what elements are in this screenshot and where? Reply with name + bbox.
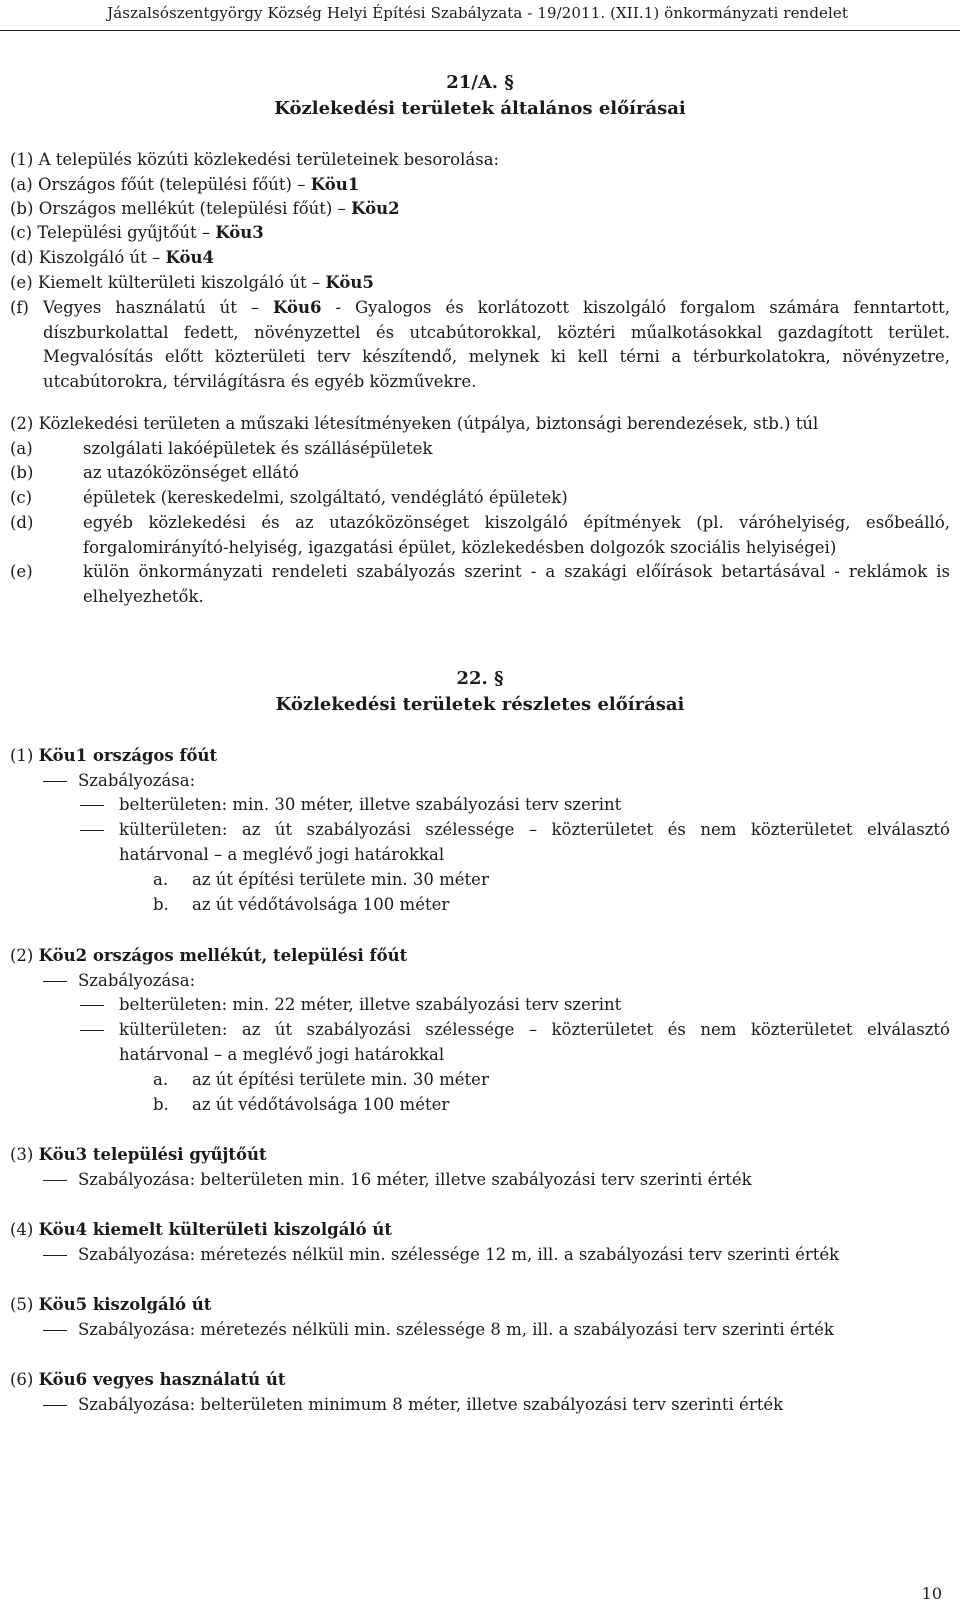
- s22-p3-text: Szabályozása: belterületen min. 16 méter, illetve szabályozási terv szerinti érték: [78, 1170, 752, 1189]
- s22-p1-heading: [10, 744, 217, 768]
- p2-text-b: az utazóközönséget ellátó: [83, 463, 299, 482]
- paragraph-title: Köu5 kiszolgáló út: [38, 1295, 212, 1314]
- dash-icon: [43, 1180, 67, 1181]
- s22-p6-heading: [10, 1368, 286, 1392]
- p2-label-e: (e): [10, 562, 33, 581]
- list-item-f-label: (f): [10, 298, 29, 317]
- list-text: Országos mellékút (települési főút) –: [38, 199, 346, 218]
- s22-p2-a-label: a.: [153, 1070, 169, 1089]
- paragraph-number: (4): [10, 1220, 34, 1239]
- dash-icon: [43, 1255, 67, 1256]
- paragraph-number: (5): [10, 1295, 34, 1314]
- dash-icon: [43, 981, 67, 982]
- list-text: Kiszolgáló út –: [38, 248, 161, 267]
- zone-code: Köu3: [215, 223, 264, 242]
- list-label: (a): [10, 175, 33, 194]
- paragraph-title: Köu4 kiemelt külterületi kiszolgáló út: [38, 1220, 393, 1239]
- paragraph-number: (6): [10, 1370, 34, 1389]
- list-item-b: [10, 197, 400, 221]
- s22-p3-heading: [10, 1143, 267, 1167]
- header-rule: [0, 30, 960, 31]
- s22-p1-a-text: az út építési területe min. 30 méter: [192, 870, 489, 889]
- paragraph-title: Köu6 vegyes használatú út: [38, 1370, 286, 1389]
- s22-p4-text: Szabályozása: méretezés nélkül min. szélessége 12 m, ill. a szabályozási terv szerinti érték: [78, 1245, 840, 1264]
- dash-icon: [80, 805, 104, 806]
- zone-code: Köu6: [273, 298, 322, 317]
- paragraph-2-intro: (2) Közlekedési területen a műszaki létesítményeken (útpálya, biztonsági berendezések, stb.) túl: [10, 414, 819, 433]
- s22-p1-kulter: külterületen: az út szabályozási szélessége – közterületet és nem közterületet elválasztó határvonal – a meglévő jogi határokkal: [119, 820, 950, 864]
- s22-p1-a-label: a.: [153, 870, 169, 889]
- section-number-21a: 21/A. §: [446, 72, 514, 93]
- page-number: 10: [921, 1584, 942, 1603]
- list-text: Kiemelt külterületi kiszolgáló út –: [37, 273, 321, 292]
- section-title-21a: Közlekedési területek általános előírásai: [274, 98, 686, 119]
- s22-p5-text: Szabályozása: méretezés nélküli min. szélessége 8 m, ill. a szabályozási terv szerinti érték: [78, 1320, 834, 1339]
- dash-icon: [43, 1330, 67, 1331]
- list-label: (b): [10, 199, 34, 218]
- p2-text-a: szolgálati lakóépületek és szállásépületek: [83, 439, 433, 458]
- zone-code: Köu1: [310, 175, 360, 194]
- section-number-22: 22. §: [456, 668, 504, 689]
- paragraph-number: (1): [10, 746, 34, 765]
- p2-text-e: külön önkormányzati rendeleti szabályozás szerint - a szakági előírások betartásával - reklámok is elhelyezhetők.: [83, 562, 950, 606]
- p2-label-a: (a): [10, 439, 33, 458]
- p2-label-b: (b): [10, 463, 34, 482]
- paragraph-1-intro: (1) A település közúti közlekedési területeinek besorolása:: [10, 150, 500, 169]
- s22-p2-b-label: b.: [153, 1095, 169, 1114]
- s22-p2-szab: Szabályozása:: [78, 971, 196, 990]
- page-header: Jászalsószentgyörgy Község Helyi Építési Szabályzata - 19/2011. (XII.1) önkormányzati rendelet: [107, 4, 848, 22]
- s22-p2-b-text: az út védőtávolsága 100 méter: [192, 1095, 450, 1114]
- zone-code: Köu4: [165, 248, 214, 267]
- s22-p1-b-text: az út védőtávolsága 100 méter: [192, 895, 450, 914]
- list-text: Országos főút (települési főút) –: [37, 175, 306, 194]
- paragraph-title: Köu3 települési gyűjtőút: [38, 1145, 267, 1164]
- s22-p1-szab: Szabályozása:: [78, 771, 196, 790]
- zone-code: Köu5: [325, 273, 374, 292]
- paragraph-number: (3): [10, 1145, 34, 1164]
- dash-icon: [43, 781, 67, 782]
- s22-p1-b-label: b.: [153, 895, 169, 914]
- paragraph-title: Köu2 országos mellékút, települési főút: [38, 946, 408, 965]
- paragraph-number: (2): [10, 946, 34, 965]
- s22-p4-heading: [10, 1218, 392, 1242]
- p2-label-d: (d): [10, 513, 34, 532]
- dash-icon: [43, 1405, 67, 1406]
- list-item-d: [10, 246, 214, 270]
- s22-p6-text: Szabályozása: belterületen minimum 8 méter, illetve szabályozási terv szerinti érték: [78, 1395, 784, 1414]
- s22-p2-a-text: az út építési területe min. 30 méter: [192, 1070, 489, 1089]
- list-item-a: [10, 173, 359, 197]
- section-title-22: Közlekedési területek részletes előírásai: [275, 694, 685, 715]
- list-label: (d): [10, 248, 34, 267]
- zone-code: Köu2: [351, 199, 400, 218]
- list-label: (e): [10, 273, 33, 292]
- s22-p5-heading: [10, 1293, 211, 1317]
- list-item-c: [10, 221, 264, 245]
- list-item-e: [10, 271, 374, 295]
- dash-icon: [80, 1005, 104, 1006]
- s22-p2-kulter: külterületen: az út szabályozási szélessége – közterületet és nem közterületet elválasztó határvonal – a meglévő jogi határokkal: [119, 1020, 950, 1064]
- paragraph-title: Köu1 országos főút: [38, 746, 218, 765]
- s22-p2-heading: [10, 944, 407, 968]
- p2-label-c: (c): [10, 488, 33, 507]
- list-text-cont: - Gyalogos és korlátozott kiszolgáló forgalom számára fenntartott, díszburkolattal fedett, növényzettel és utcabútorokkal, köztéri műalkotásokkal gazdagított terület. Megvalósítás előtt közterületi terv készítendő, melynek ki kell térni a térburkolatokra, növényzetre, utcabútorokra, térvilágításra és egyéb közművekre.: [43, 298, 951, 391]
- dash-icon: [80, 1030, 104, 1031]
- s22-p2-belter: belterületen: min. 22 méter, illetve szabályozási terv szerint: [119, 995, 622, 1014]
- dash-icon: [80, 830, 104, 831]
- p2-text-d: egyéb közlekedési és az utazóközönséget kiszolgáló építmények (pl. váróhelyiség, esőbeálló, forgalomirányító-helyiség, igazgatási épület, közlekedésben dolgozók szociális helyiségei): [83, 513, 950, 557]
- list-text: Vegyes használatú út –: [43, 298, 260, 317]
- p2-text-c: épületek (kereskedelmi, szolgáltató, vendéglátó épületek): [83, 488, 568, 507]
- list-label: (c): [10, 223, 33, 242]
- list-text: Települési gyűjtőút –: [37, 223, 211, 242]
- list-item-f: [43, 296, 950, 394]
- s22-p1-belter: belterületen: min. 30 méter, illetve szabályozási terv szerint: [119, 795, 622, 814]
